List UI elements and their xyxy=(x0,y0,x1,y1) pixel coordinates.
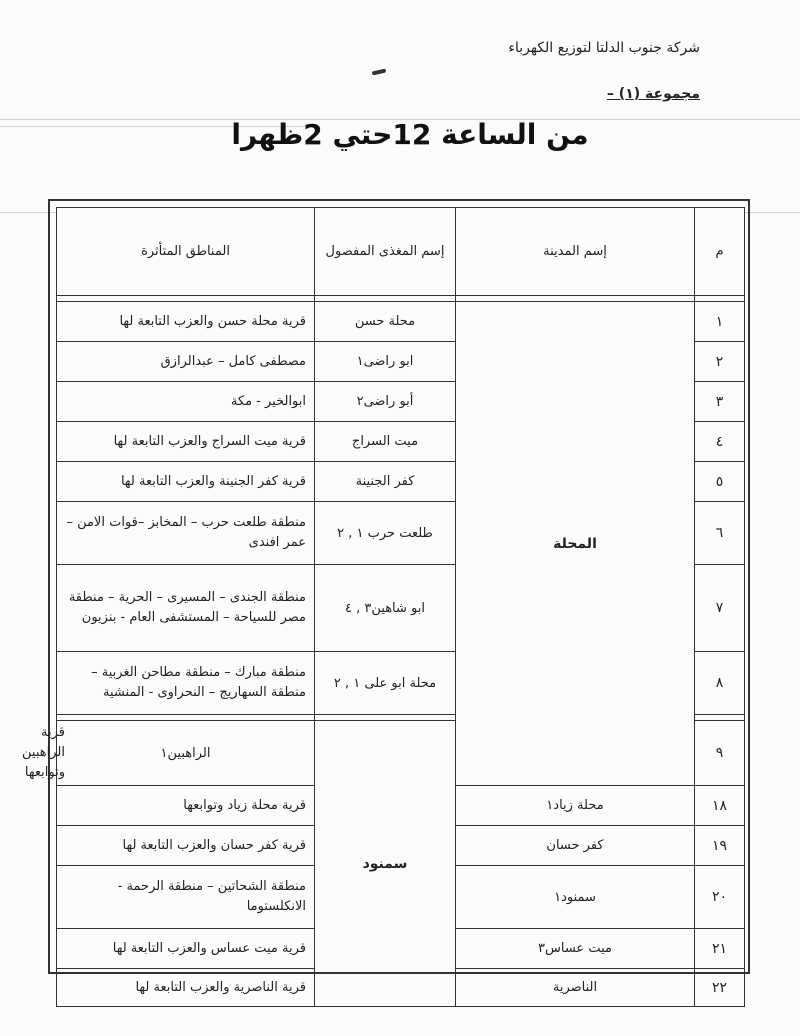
feeder-cell: محلة حسن xyxy=(315,302,456,342)
outage-table xyxy=(22,207,745,1007)
areas-cell: قرية كفر الجنينة والعزب التابعة لها xyxy=(57,462,315,502)
row-number: ٤ xyxy=(695,422,745,462)
group-label xyxy=(607,86,700,102)
areas-cell: منطقة الشحاتين – منطقة الرحمة - الانكلستوما xyxy=(57,866,315,929)
row-number: ١٨ xyxy=(695,786,745,826)
city-cell: سمنود xyxy=(315,721,456,1007)
company-name: شركة جنوب الدلتا لتوزيع الكهرباء xyxy=(508,40,700,56)
row-number: ١٩ xyxy=(695,826,745,866)
areas-cell: قرية محلة حسن والعزب التابعة لها xyxy=(57,302,315,342)
row-number: ٦ xyxy=(695,502,745,565)
row-number: ٢٢ xyxy=(695,969,745,1007)
table-row xyxy=(57,302,745,342)
city-cell: المحلة xyxy=(456,302,695,786)
feeder-cell: ميت السراج xyxy=(315,422,456,462)
areas-cell: قرية ميت عساس والعزب التابعة لها xyxy=(57,929,315,969)
feeder-cell: أبو راضى٢ xyxy=(315,382,456,422)
areas-cell: قرية الناصرية والعزب التابعة لها xyxy=(57,969,315,1007)
row-number: ٢١ xyxy=(695,929,745,969)
table-header-row xyxy=(57,208,745,296)
feeder-cell: الراهبين١ xyxy=(57,721,315,786)
areas-cell: قرية ميت السراج والعزب التابعة لها xyxy=(57,422,315,462)
col-header-areas: المناطق المتأثرة xyxy=(57,208,315,296)
areas-cell: مصطفى كامل – عبدالرازق xyxy=(57,342,315,382)
ink-smudge xyxy=(372,69,387,76)
row-number: ٧ xyxy=(695,565,745,652)
areas-cell: منطقة مبارك – منطقة مطاحن الغربية – منطقة السهاريج – النحراوى - المنشية xyxy=(57,652,315,715)
col-header-num: م xyxy=(695,208,745,296)
col-header-city: إسم المدينة xyxy=(456,208,695,296)
row-number: ٩ xyxy=(695,721,745,786)
feeder-cell: كفر الجنينة xyxy=(315,462,456,502)
areas-cell: ابوالخير - مكة xyxy=(57,382,315,422)
areas-cell: قرية كفر حسان والعزب التابعة لها xyxy=(57,826,315,866)
col-header-feeder: إسم المغذى المفصول xyxy=(315,208,456,296)
table-row: ٩ سمنود الراهبين١ قرية الراهبين وتوابعها xyxy=(57,721,745,786)
areas-cell: قرية محلة زياد وتوابعها xyxy=(57,786,315,826)
feeder-cell: محلة ابو على ١ , ٢ xyxy=(315,652,456,715)
time-range-heading: من الساعة 12حتي 2ظهرا xyxy=(231,118,589,151)
group-label-text: مجموعة (١) – xyxy=(606,86,700,102)
feeder-cell: محلة زياد١ xyxy=(456,786,695,826)
feeder-cell: الناصرية xyxy=(456,969,695,1007)
row-number: ١ xyxy=(695,302,745,342)
row-number: ٢٠ xyxy=(695,866,745,929)
feeder-cell: ابو راضى١ xyxy=(315,342,456,382)
row-number: ٨ xyxy=(695,652,745,715)
row-number: ٣ xyxy=(695,382,745,422)
feeder-cell: ابو شاهين٣ , ٤ xyxy=(315,565,456,652)
areas-cell: منطقة الجندى – المسيرى – الحرية – منطقة مصر للسياحة – المستشفى العام - بنزيون xyxy=(57,565,315,652)
areas-cell: منطقة طلعت حرب – المخابز –قوات الامن – عمر افندى xyxy=(57,502,315,565)
feeder-cell: سمنود١ xyxy=(456,866,695,929)
feeder-cell: ميت عساس٣ xyxy=(456,929,695,969)
feeder-cell: كفر حسان xyxy=(456,826,695,866)
feeder-cell: طلعت حرب ١ , ٢ xyxy=(315,502,456,565)
row-number: ٢ xyxy=(695,342,745,382)
row-number: ٥ xyxy=(695,462,745,502)
